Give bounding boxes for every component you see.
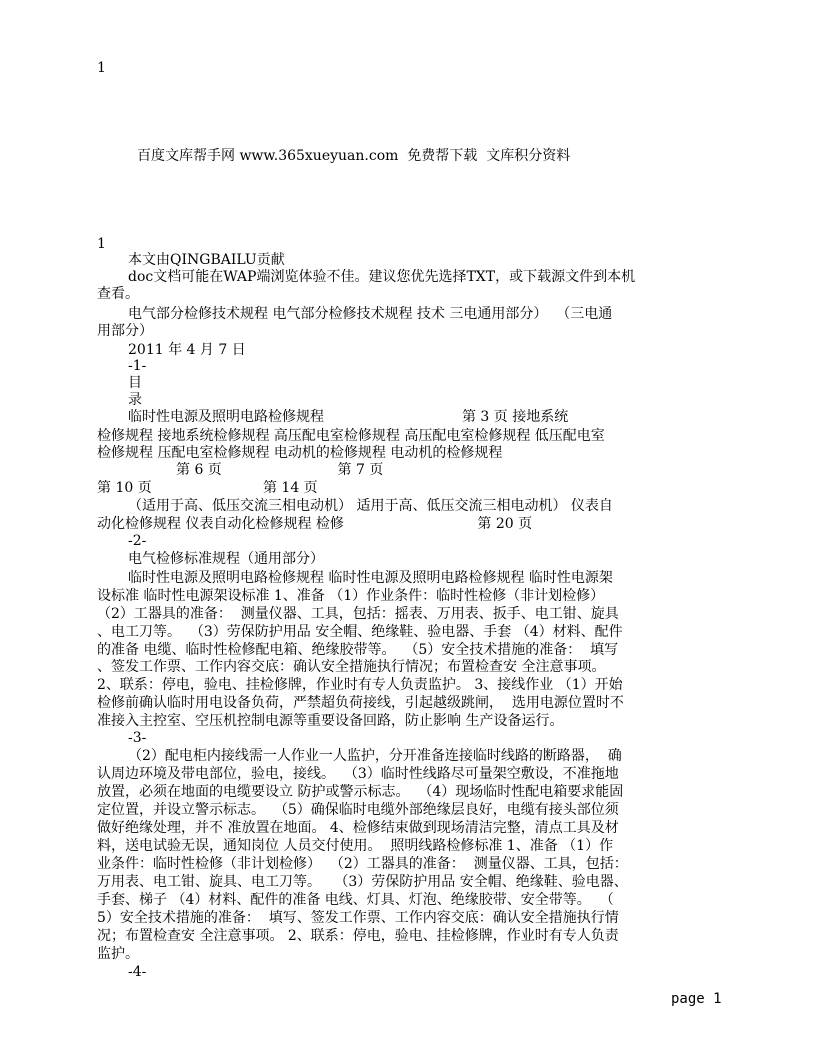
toc-line: 第 6 页 第 7 页 — [176, 462, 384, 478]
text-line: 2、联系：停电，验电、挂检修牌，作业时有专人负责监护。 3、接线作业 （1）开始 — [97, 677, 623, 693]
text-line: 料，送电试验无误，通知岗位 人员交付使用。 照明线路检修标准 1、准备 （1）作 — [97, 838, 614, 854]
text-line: 设标准 临时性电源架设标准 1、准备 （1）作业条件：临时性检修（非计划检修） — [97, 588, 605, 604]
text-line: 定位置，并设立警示标志。 （5）确保临时电缆外部绝缘层良好，电缆有接头部位须 — [97, 802, 619, 818]
toc-line: （适用于高、低压交流三相电动机） 适用于高、低压交流三相电动机） 仪表自 — [128, 498, 613, 514]
text-line: 手套、梯子 （4）材料、配件的准备 电线、灯具、灯泡、绝缘胶带、安全带等。 （ — [97, 892, 614, 908]
toc-heading: 目 — [128, 375, 142, 391]
text-line: 电气部分检修技术规程 电气部分检修技术规程 技术 三电通用部分） （三电通 — [128, 306, 613, 322]
text-line: 业条件：临时性检修（非计划检修） （2）工器具的准备： 测量仪器、工具，包括： — [97, 856, 628, 872]
page-marker: -3- — [128, 730, 147, 746]
section-number: 1 — [97, 236, 106, 252]
toc-line: 动化检修规程 仪表自动化检修规程 检修 第 20 页 — [97, 516, 533, 532]
text-line: 检修前确认临时用电设备负荷，严禁超负荷接线，引起越级跳闸， 选用电源位置时不 — [97, 695, 624, 711]
section-title: 电气检修标准规程（通用部分） — [128, 551, 324, 567]
site-banner: 百度文库帮手网 www.365xueyuan.com 免费帮下载 文库积分资料 — [137, 148, 571, 164]
text-line: 临时性电源及照明电路检修规程 临时性电源及照明电路检修规程 临时性电源架 — [128, 570, 613, 586]
text-line: 查看。 — [97, 286, 139, 302]
footer-page-number: page 1 — [671, 991, 722, 1007]
top-page-number: 1 — [97, 60, 106, 76]
text-line: 监护。 — [97, 946, 139, 962]
text-line: 认周边环境及带电部位，验电，接线。 （3）临时性线路尽可量架空敷设，不准拖地 — [97, 766, 619, 782]
text-line: 的准备 电缆、临时性检修配电箱、绝缘胶带等。 （5）安全技术措施的准备： 填写 — [97, 642, 619, 658]
document-date: 2011 年 4 月 7 日 — [128, 342, 246, 358]
text-line: （2）工器具的准备： 测量仪器、工具，包括：摇表、万用表、扳手、电工钳、旋具 — [97, 606, 619, 622]
text-line: 5）安全技术措施的准备： 填写、签发工作票、工作内容交底：确认安全措施执行情 — [97, 910, 619, 926]
text-line: 、签发工作票、工作内容交底：确认安全措施执行情况；布置检查安 全注意事项。 — [97, 659, 606, 675]
text-line: doc文档可能在WAP端浏览体验不佳。建议您优先选择TXT，或下载源文件到本机 — [128, 269, 636, 285]
page-marker: -1- — [128, 358, 147, 374]
text-line: 万用表、电工钳、旋具、电工刀等。 （3）劳保防护用品 安全帽、绝缘鞋、验电器、 — [97, 874, 628, 890]
text-line: 况；布置检查安 全注意事项。 2、联系：停电，验电、挂检修牌，作业时有专人负责 — [97, 928, 619, 944]
page-marker: -4- — [128, 964, 147, 980]
toc-line: 第 10 页 第 14 页 — [97, 480, 318, 496]
text-line: 放置，必须在地面的电缆要设立 防护或警示标志。 （4）现场临时性配电箱要求能固 — [97, 784, 624, 800]
text-line: 准接入主控室、空压机控制电源等重要设备回路，防止影响 生产设备运行。 — [97, 713, 564, 729]
text-line: 、电工刀等。 （3）劳保防护用品 安全帽、绝缘鞋、验电器、手套 （4）材料、配件 — [97, 624, 623, 640]
text-line: （2）配电柜内接线需一人作业一人监护，分开准备连接临时线路的断路器， 确 — [128, 748, 622, 764]
toc-line: 检修规程 压配电室检修规程 电动机的检修规程 电动机的检修规程 — [97, 445, 503, 461]
text-line: 做好绝缘处理，并不 准放置在地面。 4、检修结束做到现场清洁完整，清点工具及材 — [97, 820, 619, 836]
toc-line: 临时性电源及照明电路检修规程 第 3 页 接地系统 — [128, 409, 569, 425]
toc-heading: 录 — [128, 392, 142, 408]
text-line: 用部分） — [97, 323, 153, 339]
text-line: 本文由QINGBAILU贡献 — [128, 252, 285, 268]
toc-line: 检修规程 接地系统检修规程 高压配电室检修规程 高压配电室检修规程 低压配电室 — [97, 428, 605, 444]
page-marker: -2- — [128, 533, 147, 549]
